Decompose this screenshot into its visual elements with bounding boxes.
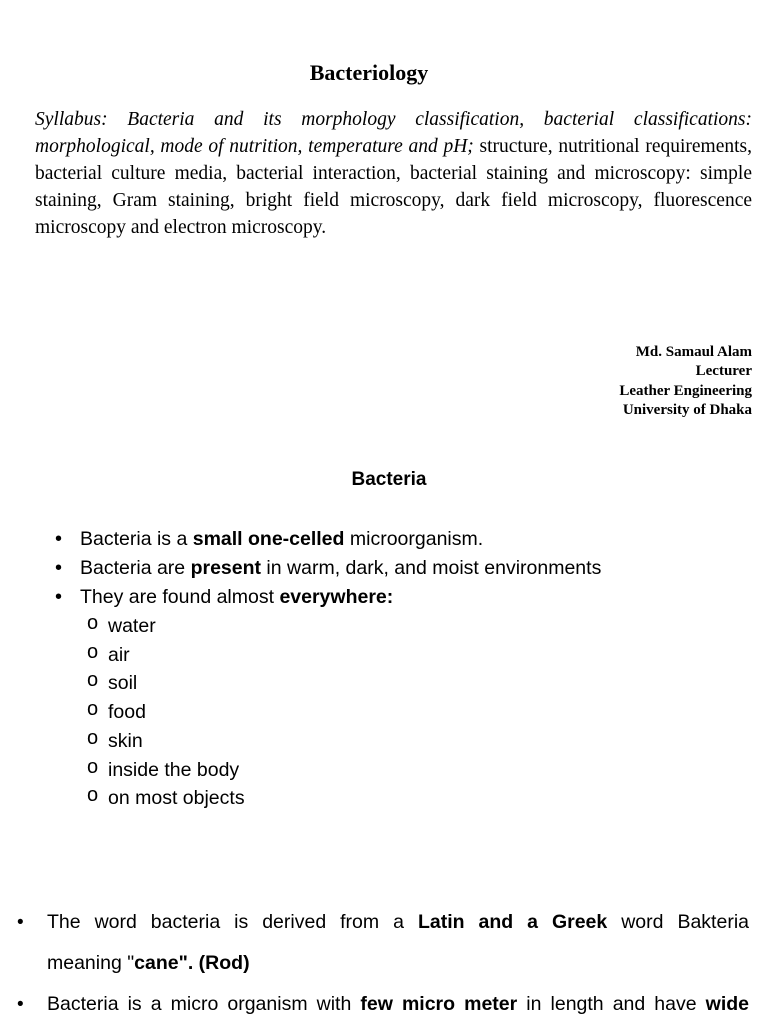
location-item bbox=[0, 756, 601, 785]
circle-bullet-icon: o bbox=[87, 784, 99, 807]
location-item bbox=[0, 784, 601, 813]
location-label: air bbox=[108, 643, 130, 666]
list-item bbox=[0, 984, 749, 1025]
circle-bullet-icon: o bbox=[87, 726, 99, 749]
point-text: They are found almost bbox=[80, 586, 280, 608]
section-heading-bacteria: Bacteria bbox=[351, 469, 427, 490]
syllabus-paragraph bbox=[35, 106, 752, 241]
author-department: Leather Engineering bbox=[619, 382, 752, 399]
location-label: soil bbox=[108, 672, 138, 695]
point-text: Bacteria are bbox=[80, 557, 191, 579]
point-bold-text: small one-celled bbox=[192, 528, 345, 550]
point-bold-text: everywhere: bbox=[279, 586, 394, 608]
list-item bbox=[0, 902, 749, 984]
author-name: Md. Samaul Alam bbox=[635, 344, 752, 360]
circle-bullet-icon: o bbox=[87, 640, 99, 663]
syllabus-normal-text: structure, nutritional requirements, bacterial culture media, bacterial interaction, bacterial staining and microscopy: simple staining, Gram staining, bright field microscopy, dark field microscopy, fluorescence microscopy and electron microscopy. bbox=[35, 136, 752, 238]
point-text: microorganism. bbox=[344, 528, 484, 550]
syllabus-italic-text: Syllabus: Bacteria and its morphology classification, bacterial classifications: morphological, mode of nutrition, temperature and pH; bbox=[35, 109, 752, 157]
circle-bullet-icon: o bbox=[87, 698, 99, 721]
location-label: water bbox=[108, 615, 156, 637]
point-text: Bacteria is a bbox=[80, 528, 193, 550]
size-text: Bacteria is a micro organism with bbox=[47, 993, 361, 1015]
size-text: in length and have bbox=[517, 993, 706, 1015]
etymology-text: meaning " bbox=[47, 952, 135, 974]
point-text: in warm, dark, and moist environments bbox=[261, 557, 602, 579]
location-item bbox=[0, 669, 601, 698]
bullet-icon: • bbox=[55, 586, 63, 608]
location-item bbox=[0, 612, 601, 641]
circle-bullet-icon: o bbox=[87, 669, 99, 692]
document-title: Bacteriology bbox=[309, 60, 429, 85]
locations-sublist bbox=[80, 612, 601, 813]
location-item bbox=[0, 698, 601, 727]
author-position: Lecturer bbox=[695, 363, 752, 380]
location-label: skin bbox=[108, 729, 143, 752]
bullet-icon: • bbox=[55, 528, 63, 550]
author-university: University of Dhaka bbox=[622, 401, 752, 418]
etymology-list bbox=[0, 902, 749, 1025]
bullet-icon: • bbox=[55, 557, 63, 579]
etymology-text: word Bakteria bbox=[607, 911, 749, 933]
etymology-bold-text: cane". (Rod) bbox=[134, 952, 250, 974]
list-item bbox=[0, 583, 601, 813]
bullet-icon: • bbox=[17, 912, 24, 933]
bullet-icon: • bbox=[17, 994, 24, 1015]
location-label: on most objects bbox=[108, 787, 245, 810]
list-item bbox=[0, 525, 601, 554]
bacteria-facts-list bbox=[0, 525, 601, 813]
etymology-text: The word bacteria is derived from a bbox=[47, 911, 418, 933]
author-block bbox=[619, 343, 752, 420]
location-item bbox=[0, 641, 601, 670]
circle-bullet-icon: o bbox=[87, 755, 99, 778]
size-bold-text: few micro meter bbox=[360, 993, 518, 1015]
location-label: food bbox=[108, 701, 146, 724]
circle-bullet-icon: o bbox=[87, 612, 99, 634]
etymology-bold-text: Latin and a Greek bbox=[417, 911, 608, 933]
list-item bbox=[0, 554, 601, 583]
size-bold-text: wide bbox=[705, 993, 749, 1015]
point-bold-text: present bbox=[190, 557, 262, 579]
location-item bbox=[0, 727, 601, 756]
location-label: inside the body bbox=[108, 758, 240, 781]
